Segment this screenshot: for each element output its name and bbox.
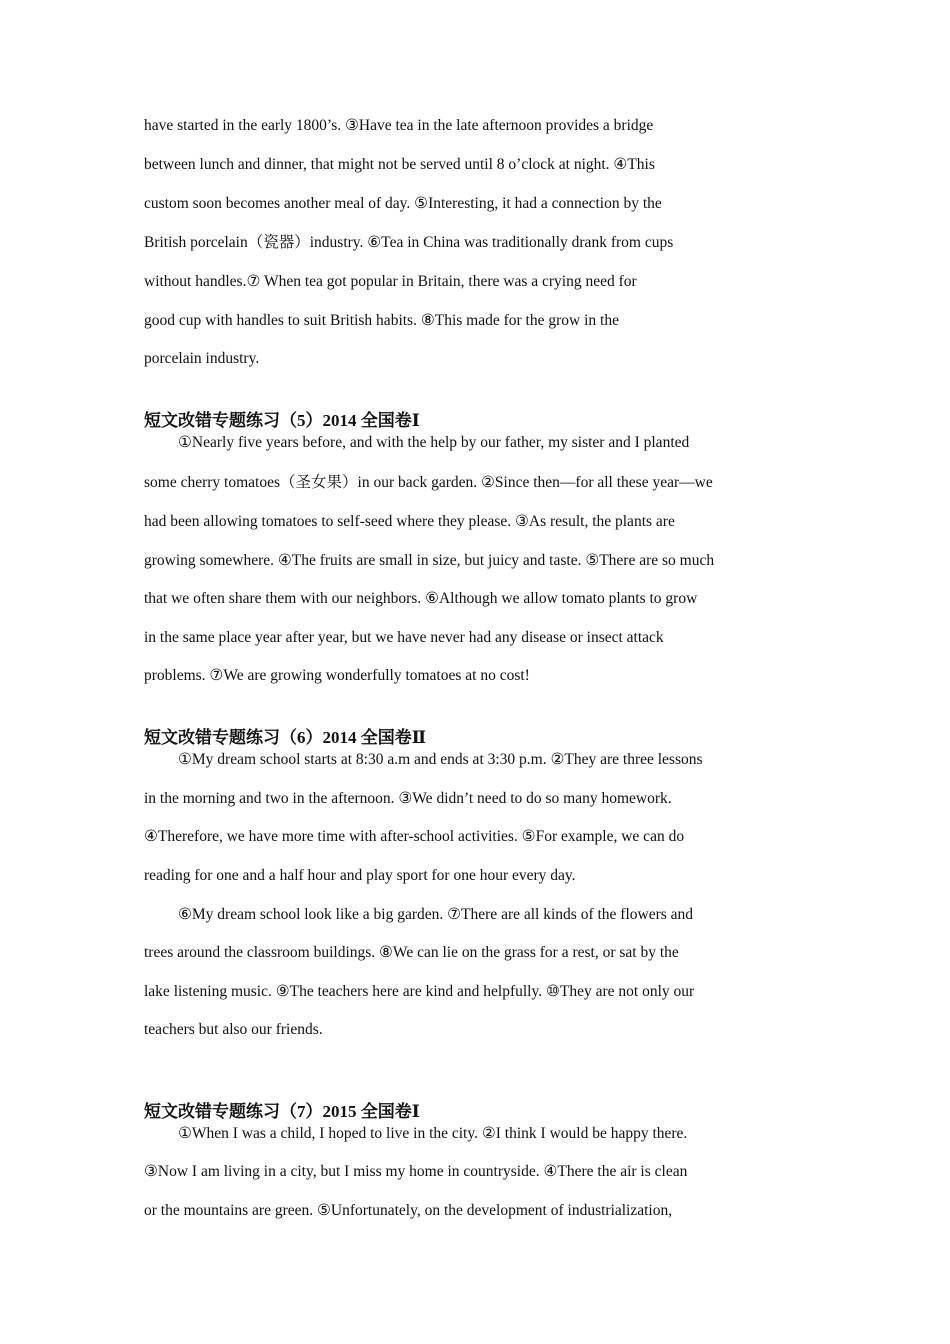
text-line: ④Therefore, we have more time with after-school activities. ⑤For example, we can do [144, 828, 685, 845]
text-line: in the same place year after year, but we have never had any disease or insect attack [144, 629, 664, 646]
text-line: teachers but also our friends. [144, 1021, 323, 1038]
text-line: ①My dream school starts at 8:30 a.m and ends at 3:30 p.m. ②They are three lessons [178, 751, 703, 768]
text-line: ①Nearly five years before, and with the help by our father, my sister and I planted [178, 434, 690, 451]
section-heading: 短文改错专题练习（6）2014 全国卷Ⅱ [144, 728, 427, 747]
text-line: reading for one and a half hour and play sport for one hour every day. [144, 867, 576, 884]
text-line: or the mountains are green. ⑤Unfortunately, on the development of industrialization, [144, 1202, 673, 1219]
section-heading: 短文改错专题练习（7）2015 全国卷Ⅰ [144, 1102, 420, 1121]
text-line: ⑥My dream school look like a big garden. ⑦There are all kinds of the flowers and [178, 906, 694, 923]
text-line: some cherry tomatoes（圣女果）in our back garden. ②Since then—for all these year—we [144, 474, 713, 491]
text-line: problems. ⑦We are growing wonderfully tomatoes at no cost! [144, 667, 530, 684]
text-line: without handles.⑦ When tea got popular in Britain, there was a crying need for [144, 273, 637, 290]
section-heading: 短文改错专题练习（5）2014 全国卷Ⅰ [144, 411, 420, 430]
text-line: trees around the classroom buildings. ⑧We can lie on the grass for a rest, or sat by the [144, 944, 679, 961]
text-line: custom soon becomes another meal of day. ⑤Interesting, it had a connection by the [144, 195, 662, 212]
text-line: ③Now I am living in a city, but I miss my home in countryside. ④There the air is clean [144, 1163, 688, 1180]
text-line: British porcelain（瓷器）industry. ⑥Tea in China was traditionally drank from cups [144, 234, 674, 251]
text-line: that we often share them with our neighbors. ⑥Although we allow tomato plants to grow [144, 590, 698, 607]
text-line: ①When I was a child, I hoped to live in the city. ②I think I would be happy there. [178, 1125, 688, 1142]
text-line: porcelain industry. [144, 350, 260, 367]
text-line: in the morning and two in the afternoon. ③We didn’t need to do so many homework. [144, 790, 672, 807]
text-line: have started in the early 1800’s. ③Have tea in the late afternoon provides a bridge [144, 117, 654, 134]
text-line: good cup with handles to suit British habits. ⑧This made for the grow in the [144, 312, 619, 329]
text-line: lake listening music. ⑨The teachers here are kind and helpfully. ⑩They are not only our [144, 983, 695, 1000]
text-line: had been allowing tomatoes to self-seed where they please. ③As result, the plants are [144, 513, 675, 530]
text-line: between lunch and dinner, that might not be served until 8 o’clock at night. ④This [144, 156, 655, 173]
text-line: growing somewhere. ④The fruits are small in size, but juicy and taste. ⑤There are so much [144, 552, 715, 569]
